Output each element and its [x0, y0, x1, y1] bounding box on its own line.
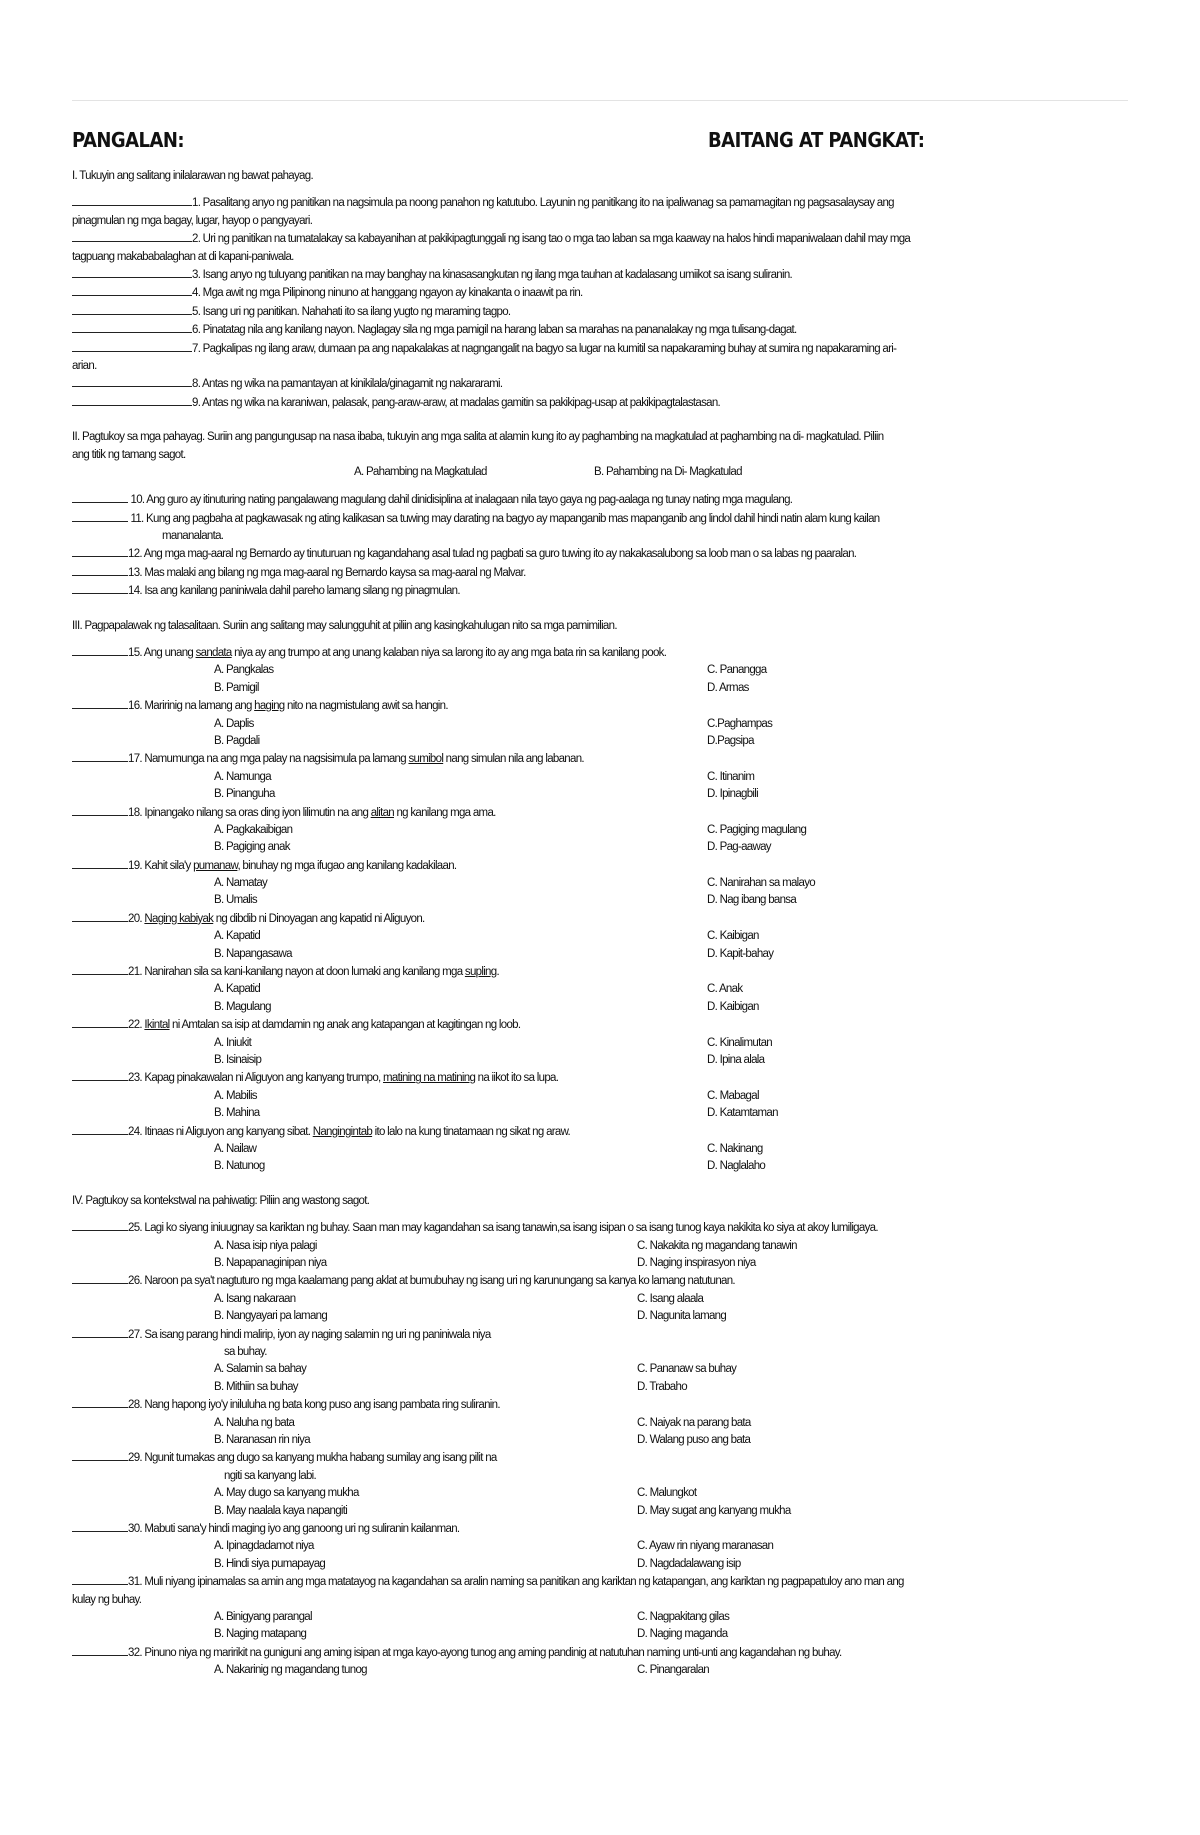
underlined-word: sandata	[195, 646, 232, 659]
grade-section-label: BAITANG AT PANGKAT:	[708, 128, 925, 152]
choice-option: A. Nasa isip niya palagi	[214, 1239, 317, 1252]
underlined-word: alitan	[370, 806, 394, 819]
answer-blank[interactable]	[72, 1573, 128, 1585]
choice-option: B. Pagiging anak	[214, 841, 290, 854]
question-item	[72, 1396, 1130, 1414]
choice-row	[72, 1035, 1130, 1052]
choice-option: C. Pagiging magulang	[707, 823, 807, 836]
answer-blank[interactable]	[72, 564, 128, 576]
question-item	[72, 1520, 1130, 1538]
question-item	[72, 1272, 1130, 1290]
choice-row	[72, 1291, 1130, 1308]
question-text: ni Amtalan sa isip at damdamin ng anak ang katapangan at kagitingan ng loob.	[169, 1019, 521, 1032]
choice-option: D. Katamtaman	[707, 1107, 778, 1120]
part3-list	[72, 644, 1130, 1176]
choice-option: D. Ipina alala	[707, 1054, 765, 1067]
question-item: 6. Pinatatag nila ang kanilang nayon. Naglagay sila ng mga pamigil na harang laban sa marahas na pananalakay ng mga tulisang-dagat.	[72, 321, 1130, 339]
question-text: 30. Mabuti sana'y hindi maging iyo ang ganoong uri ng suliranin kailanman.	[128, 1522, 460, 1535]
choice-row	[72, 1626, 1130, 1643]
choice-option: C. Isang alaala	[637, 1292, 704, 1305]
choice-option: A. Pangkalas	[214, 664, 274, 677]
choice-option: C. Pananaw sa buhay	[637, 1363, 737, 1376]
choice-row	[72, 892, 1130, 909]
choice-option: A. May dugo sa kanyang mukha	[214, 1487, 359, 1500]
choice-row	[72, 1052, 1130, 1069]
question-text: na iikot ito sa lupa.	[475, 1072, 559, 1085]
question-text: 21. Nanirahan sila sa kani-kanilang nayon at doon lumaki ang kanilang mga	[128, 966, 465, 979]
question-text: 17. Namumunga na ang mga palay na nagsisimula pa lamang	[128, 753, 409, 766]
question-item	[72, 804, 1130, 822]
question-continuation: pinagmulan ng mga bagay, lugar, hayop o pangyayari.	[72, 214, 313, 227]
choice-row	[72, 1158, 1130, 1175]
choice-row	[72, 1503, 1130, 1520]
choice-option: B. Pinanguha	[214, 788, 275, 801]
question-item: 3. Isang anyo ng tuluyang panitikan na may banghay na kinasasangkutan ng ilang mga tauhan at kadalasang umiikot sa isang suliranin.	[72, 266, 1130, 284]
answer-blank[interactable]	[72, 510, 128, 522]
choice-option: D.Pagsipa	[707, 734, 754, 747]
question-text: 23. Kapag pinakawalan ni Aliguyon ang kanyang trumpo,	[128, 1072, 384, 1085]
choice-row	[72, 1432, 1130, 1449]
choice-option: B. Naranasan rin niya	[214, 1433, 310, 1446]
answer-blank[interactable]	[72, 1326, 128, 1338]
answer-blank[interactable]	[72, 644, 128, 656]
choice-option: D. Walang puso ang bata	[637, 1433, 751, 1446]
part4-list	[72, 1219, 1130, 1679]
question-text: 32. Pinuno niya ng maririkit na guniguni ang aming isipan at mga kayo-ayong tunog ang aming pandinig at natutuhan naming unti-unti ang kagandahan ng buhay.	[128, 1646, 842, 1659]
question-continuation: ngiti sa kanyang labi.	[224, 1469, 317, 1482]
choice-option: C. Naiyak na parang bata	[637, 1416, 751, 1429]
choice-row	[72, 839, 1130, 856]
question-item: 8. Antas ng wika na pamantayan at kinikilala/ginagamit ng nakararami.	[72, 375, 1130, 393]
choice-option: D. Naglalaho	[707, 1160, 766, 1173]
answer-blank[interactable]	[72, 963, 128, 975]
choice-option: B. Pamigil	[214, 681, 259, 694]
choice-option: A. Salamin sa bahay	[214, 1363, 307, 1376]
question-text: .	[496, 966, 499, 979]
choice-option: A. Nailaw	[214, 1143, 257, 1156]
question-text: niya ay ang trumpo at ang unang kalaban niya sa larong ito ay ang mga bata rin sa kanilang pook.	[231, 646, 667, 659]
choice-option: B. Napapanaginipan niya	[214, 1257, 327, 1270]
question-item	[72, 697, 1130, 715]
answer-blank[interactable]	[72, 266, 192, 278]
choice-option: B. Isinaisip	[214, 1054, 262, 1067]
choice-row	[72, 1308, 1130, 1325]
choice-row	[72, 680, 1130, 697]
choice-option: B. Natunog	[214, 1160, 265, 1173]
choice-option: C. Nakinang	[707, 1143, 763, 1156]
option-b: B. Pahambing na Di- Magkatulad	[594, 466, 742, 479]
choice-option: B. Mahina	[214, 1107, 260, 1120]
choice-option: C. Anak	[707, 983, 743, 996]
choice-option: D. Nagunita lamang	[637, 1310, 727, 1323]
question-item: 4. Mga awit ng mga Pilipinong ninuno at hanggang ngayon ay kinakanta o inaawit pa rin.	[72, 284, 1130, 302]
answer-blank[interactable]	[72, 1069, 128, 1081]
answer-blank[interactable]	[72, 1449, 128, 1461]
choice-option: D. Naging inspirasyon niya	[637, 1257, 756, 1270]
question-item	[72, 750, 1130, 768]
choice-row	[72, 1415, 1130, 1432]
part2-options	[72, 464, 1130, 482]
choice-row	[72, 1609, 1130, 1626]
underlined-word: sumibol	[408, 753, 444, 766]
choice-option: C. Itinanim	[707, 770, 755, 783]
choice-option: C. Mabagal	[707, 1089, 759, 1102]
part4-title: IV. Pagtukoy sa kontekstwal na pahiwatig: Piliin ang wastong sagot.	[72, 1194, 370, 1207]
question-item: 1. Pasalitang anyo ng panitikan na nagsimula pa noong panahon ng katutubo. Layunin ng panitikang ito na ipaliwanag sa pamamagitan ng pagsasalaysay ang	[72, 194, 1130, 212]
question-item	[72, 1016, 1130, 1034]
choice-option: A. Namunga	[214, 770, 271, 783]
question-item	[72, 857, 1130, 875]
name-label: PANGALAN:	[72, 128, 185, 152]
answer-blank[interactable]	[72, 1644, 128, 1656]
choice-option: A. Nakarinig ng magandang tunog	[214, 1664, 367, 1677]
choice-option: C. Kinalimutan	[707, 1036, 772, 1049]
choice-row	[72, 733, 1130, 750]
question-item	[72, 1573, 1130, 1591]
choice-option: A. Pagkakaibigan	[214, 823, 293, 836]
choice-option: C. Panangga	[707, 664, 767, 677]
answer-blank[interactable]	[72, 394, 192, 406]
question-item	[72, 910, 1130, 928]
option-a: A. Pahambing na Magkatulad	[354, 466, 487, 479]
choice-option: D. Pag-aaway	[707, 841, 771, 854]
choice-option: B. Mithiin sa buhay	[214, 1380, 298, 1393]
underlined-word: Nangingintab	[312, 1125, 373, 1138]
choice-option: C. Pinangaralan	[637, 1664, 709, 1677]
choice-option: D. Nagdadalawang isip	[637, 1557, 741, 1570]
choice-row	[72, 1361, 1130, 1378]
choice-option: D. Ipinagbili	[707, 788, 758, 801]
question-item	[72, 1326, 1130, 1344]
answer-blank[interactable]	[72, 910, 128, 922]
question-text: 20.	[128, 912, 145, 925]
question-item: 10. Ang guro ay itinuturing nating pangalawang magulang dahil dinidisiplina at inalagaan nila tayo gaya ng pag-aalaga ng tunay nating mga magulang.	[72, 491, 1130, 509]
question-text: 25. Lagi ko siyang iniuugnay sa kariktan ng buhay. Saan man may kagandahan sa isang tanawin,sa isang isipan o sa isang tunog kaya nakikita ko siya at akoy lumiligaya.	[128, 1222, 878, 1235]
part3-title: III. Pagpapalawak ng talasalitaan. Suriin ang salitang may salungguhit at piliin ang kasingkahulugan nito sa mga pamimilian.	[72, 619, 617, 632]
question-text: , binuhay ng mga ifugao ang kanilang kadakilaan.	[237, 859, 457, 872]
choice-option: C. Nakakita ng magandang tanawin	[637, 1239, 797, 1252]
choice-row	[72, 1538, 1130, 1555]
choice-option: B. Magulang	[214, 1000, 271, 1013]
choice-row	[72, 981, 1130, 998]
answer-blank[interactable]	[72, 582, 128, 594]
question-continuation: kulay ng buhay.	[72, 1593, 142, 1606]
choice-option: D. Kapit-bahay	[707, 947, 774, 960]
choice-option: A. Kapatid	[214, 983, 261, 996]
choice-option: A. Isang nakaraan	[214, 1292, 296, 1305]
underlined-word: Naging kabiyak	[144, 912, 214, 925]
choice-option: B. Naging matapang	[214, 1628, 307, 1641]
answer-blank[interactable]	[72, 697, 128, 709]
choice-row	[72, 1141, 1130, 1158]
question-text: 16. Maririnig na lamang ang	[128, 700, 255, 713]
answer-blank[interactable]	[72, 1016, 128, 1028]
choice-option: B. Napangasawa	[214, 947, 292, 960]
underlined-word: haging	[254, 700, 285, 713]
question-item	[72, 1123, 1130, 1141]
question-item	[72, 1069, 1130, 1087]
answer-blank[interactable]	[72, 1219, 128, 1231]
part2-title: II. Pagtukoy sa mga pahayag. Suriin ang pangungusap na nasa ibaba, tukuyin ang mga salita at alamin kung ito ay paghambing na magkatulad at paghambing na di- magkatulad. Piliin	[72, 431, 884, 444]
question-item: 7. Pagkalipas ng ilang araw, dumaan pa ang napakalakas at nagngangalit na bagyo sa lugar na kumitil sa napakaraming buhay at sumira ng napakaraming ari-	[72, 340, 1130, 358]
choice-row	[72, 786, 1130, 803]
choice-option: C. Malungkot	[637, 1487, 697, 1500]
question-item: 13. Mas malaki ang bilang ng mga mag-aaral ng Bernardo kaysa sa mag-aaral ng Malvar.	[72, 564, 1130, 582]
top-rule	[72, 100, 1128, 101]
answer-blank[interactable]	[72, 1520, 128, 1532]
answer-blank[interactable]	[72, 194, 192, 206]
question-text: nito na nagmistulang awit sa hangin.	[284, 700, 448, 713]
question-item	[72, 1644, 1130, 1662]
question-continuation: sa buhay.	[224, 1346, 267, 1358]
underlined-word: pumanaw	[193, 859, 238, 872]
choice-option: D. May sugat ang kanyang mukha	[637, 1504, 791, 1517]
question-continuation: tagpuang makababalaghan at di kapani-paniwala.	[72, 250, 294, 263]
choice-row	[72, 1255, 1130, 1272]
worksheet-content	[72, 168, 1130, 1680]
choice-option: D. Armas	[707, 681, 749, 694]
question-item: 12. Ang mga mag-aaral ng Bernardo ay tinuturuan ng kagandahang asal tulad ng pagbati sa guro tuwing ito ay nakakasalubong sa loob man o sa labas ng paaralan.	[72, 545, 1130, 563]
part2-title-cont: ang titik ng tamang sagot.	[72, 448, 186, 461]
question-text: 26. Naroon pa sya't nagtuturo ng mga kaalamang pang aklat at bumubuhay ng isang uri ng karunungang sa kanya ko lamang natutunan.	[128, 1275, 735, 1288]
answer-blank[interactable]	[72, 804, 128, 816]
question-text: nang simulan nila ang labanan.	[443, 753, 584, 766]
answer-blank[interactable]	[72, 545, 128, 557]
choice-row	[72, 946, 1130, 963]
choice-row	[72, 1662, 1130, 1679]
choice-row	[72, 1485, 1130, 1502]
choice-row	[72, 1238, 1130, 1255]
choice-row	[72, 999, 1130, 1016]
choice-option: D. Kaibigan	[707, 1000, 759, 1013]
choice-option: A. Namatay	[214, 877, 268, 890]
choice-row	[72, 1088, 1130, 1105]
underlined-word: supling	[464, 966, 497, 979]
choice-option: A. Ipinagdadamot niya	[214, 1540, 314, 1553]
choice-row	[72, 662, 1130, 679]
choice-row	[72, 769, 1130, 786]
question-item	[72, 1449, 1130, 1467]
choice-option: B. Pagdali	[214, 734, 260, 747]
question-text: ito lalo na kung tinatamaan ng sikat ng araw.	[372, 1125, 571, 1138]
choice-row	[72, 716, 1130, 733]
question-item: 2. Uri ng panitikan na tumatalakay sa kabayanihan at pakikipagtunggali ng isang tao o mga tao laban sa mga kaaway na halos hindi mapaniwalaan dahil may mga	[72, 230, 1130, 248]
choice-option: B. Hindi siya pumapayag	[214, 1557, 326, 1570]
question-item	[72, 963, 1130, 981]
choice-option: A. Kapatid	[214, 930, 261, 943]
question-text: 24. Itinaas ni Aliguyon ang kanyang sibat.	[128, 1125, 313, 1138]
choice-option: C. Kaibigan	[707, 930, 759, 943]
answer-blank[interactable]	[72, 750, 128, 762]
choice-row	[72, 1379, 1130, 1396]
question-text: 15. Ang unang	[128, 646, 196, 659]
answer-blank[interactable]	[72, 230, 192, 242]
answer-blank[interactable]	[72, 1123, 128, 1135]
choice-option: A. Binigyang parangal	[214, 1610, 312, 1623]
answer-blank[interactable]	[72, 857, 128, 869]
question-item: 5. Isang uri ng panitikan. Nahahati ito sa ilang yugto ng maraming tagpo.	[72, 303, 1130, 321]
choice-option: D. Naging maganda	[637, 1628, 728, 1641]
choice-row	[72, 875, 1130, 892]
choice-option: C. Ayaw rin niyang maranasan	[637, 1540, 774, 1553]
choice-option: B. May naalala kaya napangiti	[214, 1504, 348, 1517]
choice-option: B. Nangyayari pa lamang	[214, 1310, 328, 1323]
question-text: ng kanilang mga ama.	[393, 806, 496, 819]
choice-option: B. Umalis	[214, 894, 257, 907]
choice-option: A. Daplis	[214, 717, 254, 730]
question-item	[72, 1219, 1130, 1237]
question-text: 29. Ngunit tumakas ang dugo sa kanyang mukha habang sumilay ang isang pilit na	[128, 1452, 497, 1465]
choice-row	[72, 1556, 1130, 1573]
question-item: 9. Antas ng wika na karaniwan, palasak, pang-araw-araw, at madalas gamitin sa pakikipag-usap at pakikipagtalastasan.	[72, 394, 1130, 412]
question-text: 27. Sa isang parang hindi malirip, iyon ay naging salamin ng uri ng paniniwala niya	[128, 1328, 491, 1341]
choice-option: A. Mabilis	[214, 1089, 257, 1102]
question-continuation: mananalanta.	[162, 529, 224, 542]
question-text: 22.	[128, 1019, 145, 1032]
choice-option: A. Iniukit	[214, 1036, 252, 1049]
question-continuation: arian.	[72, 360, 97, 373]
answer-blank[interactable]	[72, 1396, 128, 1408]
question-text: 31. Muli niyang ipinamalas sa amin ang mga matatayog na kagandahan sa aralin naming sa panitikan ang kariktan ng katapangan, ang kariktan ng pagpapatuloy ano man ang	[128, 1576, 904, 1589]
question-item: 11. Kung ang pagbaha at pagkawasak ng ating kalikasan sa tuwing may darating na bagyo ay mapanganib mas mapanganib ang lindol dahil hindi natin alam kung kailan	[72, 510, 1130, 528]
answer-blank[interactable]	[72, 284, 192, 296]
choice-row	[72, 822, 1130, 839]
answer-blank[interactable]	[72, 303, 192, 315]
answer-blank[interactable]	[72, 340, 192, 352]
answer-blank[interactable]	[72, 1272, 128, 1284]
choice-option: A. Naluha ng bata	[214, 1416, 295, 1429]
choice-row	[72, 928, 1130, 945]
question-item	[72, 644, 1130, 662]
answer-blank[interactable]	[72, 321, 192, 333]
question-item: 14. Isa ang kanilang paniniwala dahil pareho lamang silang ng pinagmulan.	[72, 582, 1130, 600]
choice-row	[72, 1105, 1130, 1122]
part1-title: I. Tukuyin ang salitang inilalarawan ng bawat pahayag.	[72, 170, 313, 182]
question-text: ng dibdib ni Dinoyagan ang kapatid ni Aliguyon.	[213, 912, 425, 925]
underlined-word: matining na matining	[383, 1072, 476, 1085]
question-text: 28. Nang hapong iyo'y iniluluha ng bata kong puso ang isang pambata ring suliranin.	[128, 1399, 500, 1412]
choice-option: D. Nag ibang bansa	[707, 894, 797, 907]
question-text: 18. Ipinangako nilang sa oras ding iyon lilimutin na ang	[128, 806, 371, 819]
answer-blank[interactable]	[72, 375, 192, 387]
answer-blank[interactable]	[72, 491, 128, 503]
choice-option: C.Paghampas	[707, 717, 773, 730]
choice-option: C. Nagpakitang gilas	[637, 1610, 730, 1623]
choice-option: D. Trabaho	[637, 1380, 687, 1393]
underlined-word: Ikintal	[144, 1019, 170, 1032]
question-text: 19. Kahit sila'y	[128, 859, 194, 872]
choice-option: C. Nanirahan sa malayo	[707, 877, 815, 890]
